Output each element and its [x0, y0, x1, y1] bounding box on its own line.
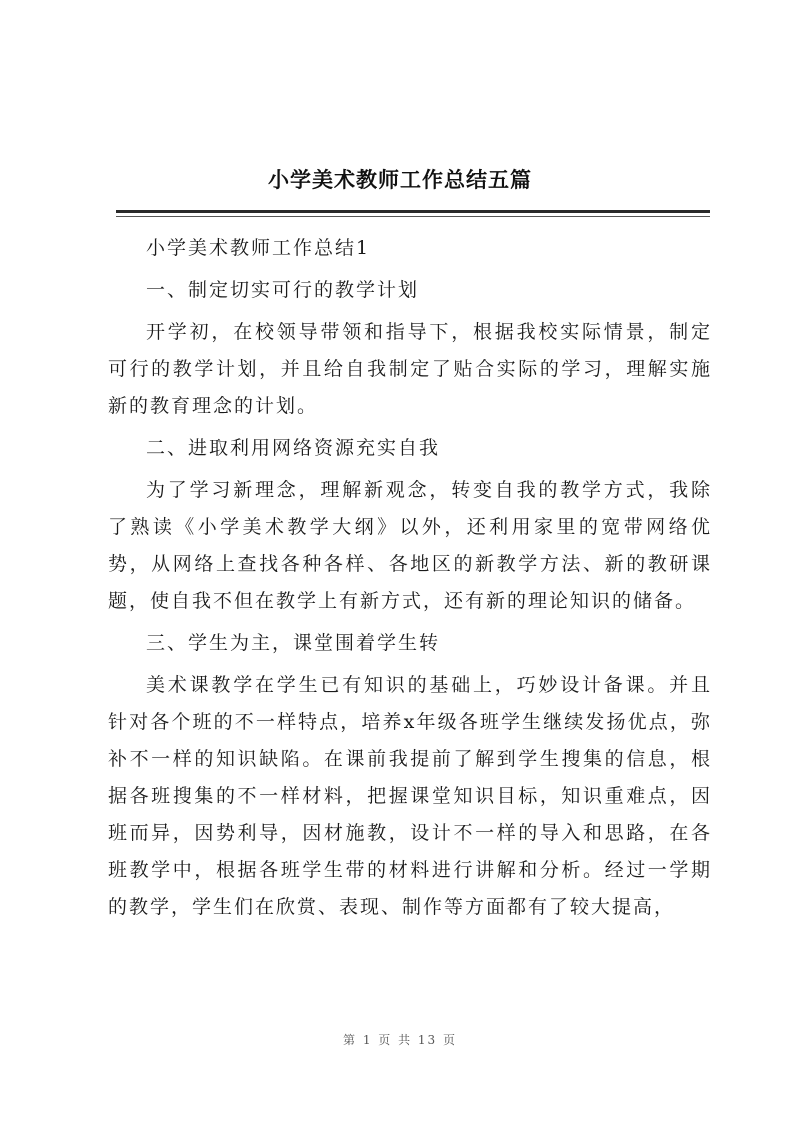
- section-heading: 一、制定切实可行的教学计划: [146, 279, 420, 301]
- page-title: 小学美术教师工作总结五篇: [268, 167, 532, 192]
- title-divider-thin: [116, 216, 710, 217]
- section-heading: 二、进取利用网络资源充实自我: [146, 437, 441, 459]
- body-paragraph: 美术课教学在学生已有知识的基础上，巧妙设计备课。并且针对各个班的不一样特点，培养x年级各班学生继续发扬优点，弥补不一样的知识缺陷。在课前我提前了解到学生搜集的信息，根据各班搜集的不一样材料，把握课堂知识目标，知识重难点，因班而异，因势利导，因材施教，设计不一样的导入和思路，在各班教学中，根据各班学生带的材料进行讲解和分析。经过一学期的教学，学生们在欣赏、表现、制作等方面都有了较大提高，: [108, 674, 712, 918]
- section-heading: 三、学生为主，课堂围着学生转: [146, 632, 441, 654]
- body-paragraph: 为了学习新理念，理解新观念，转变自我的教学方式，我除了熟读《小学美术教学大纲》以外，还利用家里的宽带网络优势，从网络上查找各种各样、各地区的新教学方法、新的教研课题，使自我不但在教学上有新方式，还有新的理论知识的储备。: [108, 479, 712, 612]
- body-paragraph: 开学初，在校领导带领和指导下，根据我校实际情景，制定可行的教学计划，并且给自我制定了贴合实际的学习，理解实施新的教育理念的计划。: [108, 321, 712, 417]
- page-footer: 第 1 页 共 13 页: [343, 1033, 457, 1047]
- document-body: [108, 230, 712, 931]
- section-title: 小学美术教师工作总结1: [146, 237, 371, 259]
- title-divider: [116, 210, 710, 213]
